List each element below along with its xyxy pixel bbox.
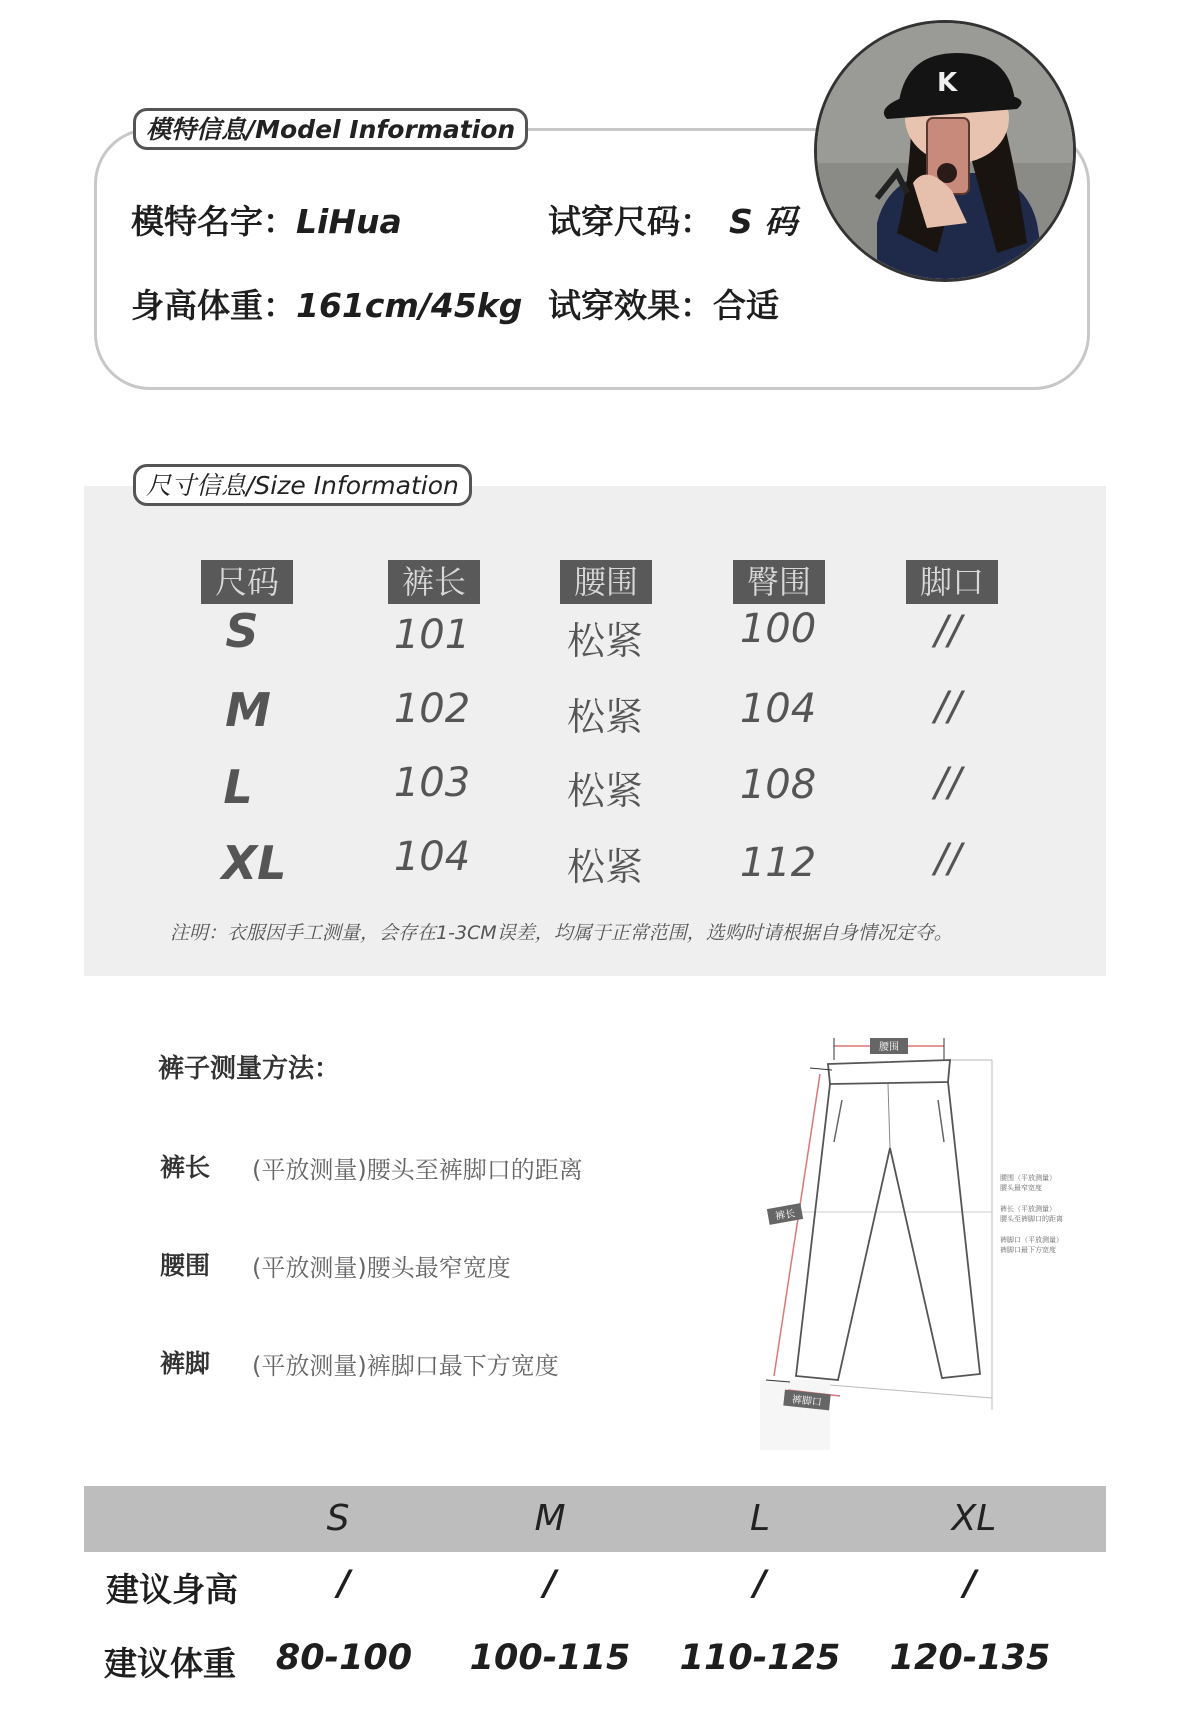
hem-cell: // — [934, 836, 962, 882]
model-avatar — [814, 20, 1076, 282]
model-name-row — [131, 196, 402, 243]
recommend-weight-value: 110-125 — [679, 1638, 841, 1678]
length-cell: 102 — [393, 686, 471, 732]
recommend-weight-label: 建议体重 — [104, 1644, 236, 1683]
recommend-size-xl: XL — [951, 1498, 997, 1539]
pants-measurement-diagram — [730, 1030, 1090, 1450]
diagram-hem-label: 裤脚口 — [791, 1394, 823, 1409]
hip-cell: 104 — [739, 686, 817, 732]
recommend-size-m: M — [534, 1498, 566, 1539]
hip-cell: 100 — [739, 606, 817, 652]
waist-cell: 松紧 — [566, 619, 643, 663]
measure-label-waist: 腰围 — [160, 1251, 211, 1280]
header-length: 裤长 — [388, 560, 480, 604]
diagram-legend-3: 腰头至裤脚口的距离 — [1000, 1215, 1063, 1223]
measure-desc-length: (平放测量)腰头至裤脚口的距离 — [252, 1156, 583, 1184]
recommend-weight-value: 80-100 — [275, 1638, 413, 1678]
waist-cell: 松紧 — [566, 845, 643, 889]
hem-cell: // — [934, 684, 962, 730]
recommend-size-s: S — [326, 1498, 350, 1539]
diagram-legend-4: 裤脚口（平放测量） — [1000, 1236, 1063, 1244]
hem-cell: // — [934, 760, 962, 806]
size-info-tag: 尺寸信息/Size Information — [133, 464, 472, 506]
waist-cell: 松紧 — [566, 695, 643, 739]
diagram-legend-5: 裤脚口最下方宽度 — [1000, 1246, 1056, 1254]
diagram-legend-2: 裤长（平放测量） — [1000, 1205, 1056, 1213]
recommend-height-value: / — [543, 1564, 557, 1604]
header-waist: 腰围 — [560, 560, 652, 604]
recommend-height-label: 建议身高 — [106, 1570, 238, 1609]
height-weight-label: 身高体重： — [131, 286, 296, 325]
fit-label: 试穿效果： — [548, 286, 713, 325]
model-name-label: 模特名字： — [131, 202, 296, 241]
diagram-length-label: 裤长 — [774, 1208, 797, 1223]
measure-title: 裤子测量方法： — [158, 1054, 341, 1084]
measure-desc-hem: (平放测量)裤脚口最下方宽度 — [252, 1352, 559, 1380]
size-cell: XL — [221, 836, 287, 890]
length-cell: 103 — [393, 760, 471, 806]
header-hip: 臀围 — [733, 560, 825, 604]
fit-row — [548, 280, 779, 327]
header-size: 尺码 — [201, 560, 293, 604]
trial-size-label: 试穿尺码： — [548, 202, 713, 241]
fit-value: 合适 — [713, 286, 779, 325]
model-photo-illustration — [817, 23, 1076, 282]
recommend-weight-value: 120-135 — [889, 1638, 1051, 1678]
measure-label-length: 裤长 — [160, 1153, 211, 1182]
size-cell: M — [225, 683, 271, 737]
size-note: 注明：衣服因手工测量，会存在1-3CM误差，均属于正常范围，选购时请根据自身情况定夺。 — [170, 922, 953, 944]
svg-text:K: K — [937, 68, 958, 98]
model-name-value: LiHua — [296, 202, 402, 241]
hem-cell: // — [934, 608, 962, 654]
length-cell: 101 — [393, 612, 471, 658]
recommend-height-value: / — [337, 1564, 351, 1604]
diagram-legend-0: 腰围（平放测量） — [1000, 1174, 1056, 1182]
waist-cell: 松紧 — [566, 769, 643, 813]
diagram-legend-1: 腰头最窄宽度 — [1000, 1184, 1042, 1192]
recommend-size-l: L — [749, 1498, 771, 1539]
height-weight-row — [131, 280, 522, 327]
diagram-waist-label: 腰围 — [879, 1042, 899, 1053]
length-cell: 104 — [393, 834, 471, 880]
recommend-height-value: / — [963, 1564, 977, 1604]
model-info-tag: 模特信息/Model Information — [133, 108, 528, 150]
header-hem: 脚口 — [906, 560, 998, 604]
trial-size-value: S 码 — [729, 202, 798, 241]
measure-label-hem: 裤脚 — [160, 1349, 211, 1378]
height-weight-value: 161cm/45kg — [296, 286, 523, 325]
recommend-weight-value: 100-115 — [469, 1638, 631, 1678]
measure-desc-waist: (平放测量)腰头最窄宽度 — [252, 1254, 511, 1282]
recommend-height-value: / — [753, 1564, 767, 1604]
trial-size-row — [548, 196, 797, 243]
hip-cell: 108 — [739, 762, 817, 808]
size-cell: S — [225, 604, 259, 658]
size-cell: L — [223, 760, 253, 814]
hip-cell: 112 — [739, 840, 817, 886]
